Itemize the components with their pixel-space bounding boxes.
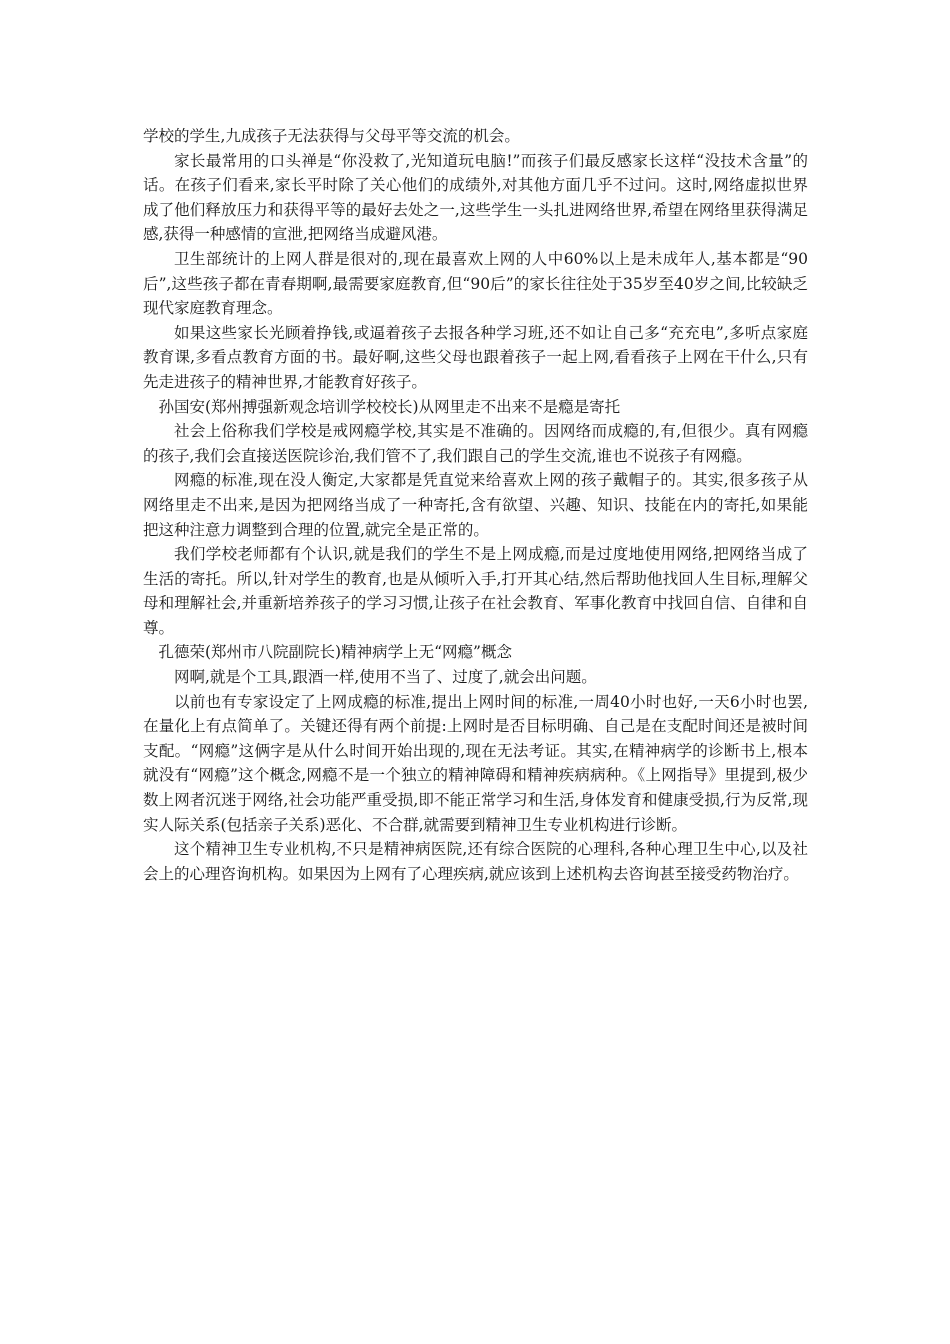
paragraph: 卫生部统计的上网人群是很对的,现在最喜欢上网的人中60%以上是未成年人,基本都是“90后”,这些孩子都在青春期啊,最需要家庭教育,但“90后”的家长往往处于35岁至40岁之间,比较缺乏现代家庭教育理念。 [143,249,808,318]
paragraph: 如果这些家长光顾着挣钱,或逼着孩子去报各种学习班,还不如让自己多“充充电”,多听点家庭教育课,多看点教育方面的书。最好啊,这些父母也跟着孩子一起上网,看看孩子上网在干什么,只有先走进孩子的精神世界,才能教育好孩子。 [143,323,808,391]
paragraph: 网啊,就是个工具,跟酒一样,使用不当了、过度了,就会出问题。 [174,668,597,687]
paragraph: 这个精神卫生专业机构,不只是精神病医院,还有综合医院的心理科,各种心理卫生中心,以及社会上的心理咨询机构。如果因为上网有了心理疾病,就应该到上述机构去咨询甚至接受药物治疗。 [143,840,808,883]
paragraph: 家长最常用的口头禅是“你没救了,光知道玩电脑!”而孩子们最反感家长这样“没技术含量”的话。在孩子们看来,家长平时除了关心他们的成绩外,对其他方面几乎不过问。这时,网络虚拟世界成了他们释放压力和获得平等的最好去处之一,这些学生一头扎进网络世界,希望在网络里获得满足感,获得一种感情的宣泄,把网络当成避风港。 [143,151,808,244]
article-body [143,124,808,886]
paragraph: 社会上俗称我们学校是戒网瘾学校,其实是不准确的。因网络而成瘾的,有,但很少。真有网瘾的孩子,我们会直接送医院诊治,我们管不了,我们跟自己的学生交流,谁也不说孩子有网瘾。 [143,422,808,465]
paragraph: 网瘾的标准,现在没人衡定,大家都是凭直觉来给喜欢上网的孩子戴帽子的。其实,很多孩子从网络里走不出来,是因为把网络当成了一种寄托,含有欲望、兴趣、知识、技能在内的寄托,如果能把这种注意力调整到合理的位置,就完全是正常的。 [143,471,808,539]
paragraph: 以前也有专家设定了上网成瘾的标准,提出上网时间的标准,一周40小时也好,一天6小时也罢,在量化上有点简单了。关键还得有两个前提:上网时是否目标明确、自己是在支配时间还是被时间支配。“网瘾”这俩字是从什么时间开始出现的,现在无法考证。其实,在精神病学的诊断书上,根本就没有“网瘾”这个概念,网瘾不是一个独立的精神障碍和精神疾病病种。《上网指导》里提到,极少数上网者沉迷于网络,社会功能严重受损,即不能正常学习和生活,身体发育和健康受损,行为反常,现实人际关系(包括亲子关系)恶化、不合群,就需要到精神卫生专业机构进行诊断。 [143,692,808,834]
paragraph: 我们学校老师都有个认识,就是我们的学生不是上网成瘾,而是过度地使用网络,把网络当成了生活的寄托。所以,针对学生的教育,也是从倾听入手,打开其心结,然后帮助他找回人生目标,理解父母和理解社会,并重新培养孩子的学习习惯,让孩子在社会教育、军事化教育中找回自信、自律和自尊。 [143,545,808,637]
paragraph: 学校的学生,九成孩子无法获得与父母平等交流的机会。 [143,127,520,145]
section-heading: 孙国安(郑州搏强新观念培训学校校长)从网里走不出来不是瘾是寄托 [158,397,621,416]
section-heading: 孔德荣(郑州市八院副院长)精神病学上无“网瘾”概念 [158,643,512,662]
